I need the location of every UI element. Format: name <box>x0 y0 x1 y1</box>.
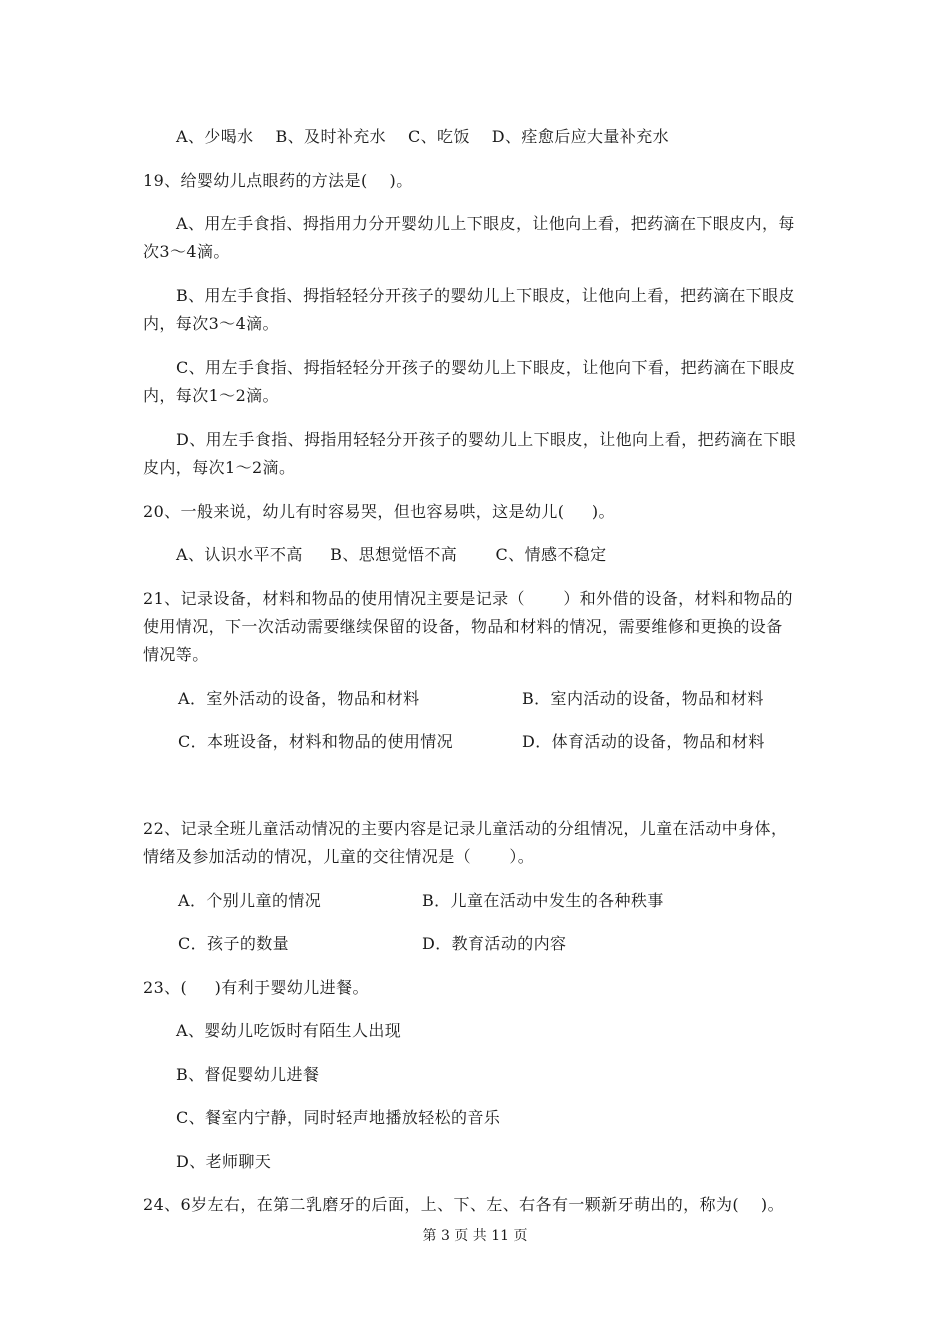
q21-stem-line2: 使用情况，下一次活动需要继续保留的设备，物品和材料的情况，需要维修和更换的设备 <box>143 617 783 636</box>
q19-option-b-line1: B、用左手食指、拇指轻轻分开孩子的婴幼儿上下眼皮，让他向上看，把药滴在下眼皮 <box>176 286 795 305</box>
q24-stem: 24、6岁左右，在第二乳磨牙的后面，上、下、左、右各有一颗新牙萌出的，称为( )。 <box>143 1195 784 1214</box>
q22-option-c: C．孩子的数量 <box>178 934 290 953</box>
q19-stem: 19、给婴幼儿点眼药的方法是( )。 <box>143 171 413 190</box>
q19-option-d-line2: 皮内，每次1～2滴。 <box>143 458 296 477</box>
q21-option-b: B．室内活动的设备，物品和材料 <box>522 689 764 708</box>
q21-option-c: C．本班设备，材料和物品的使用情况 <box>178 732 454 751</box>
q20-stem: 20、一般来说，幼儿有时容易哭，但也容易哄，这是幼儿( )。 <box>143 502 615 521</box>
q19-option-c-line2: 内，每次1～2滴。 <box>143 386 279 405</box>
q22-option-d: D．教育活动的内容 <box>422 934 567 953</box>
q23-option-c: C、餐室内宁静，同时轻声地播放轻松的音乐 <box>176 1108 501 1127</box>
q19-option-b-line2: 内，每次3～4滴。 <box>143 314 279 333</box>
q23-option-d: D、老师聊天 <box>176 1152 272 1171</box>
q19-option-c-line1: C、用左手食指、拇指轻轻分开孩子的婴幼儿上下眼皮，让他向下看，把药滴在下眼皮 <box>176 358 796 377</box>
q19-option-a-line2: 次3～4滴。 <box>143 242 230 261</box>
q21-stem-line1: 21、记录设备，材料和物品的使用情况主要是记录（ ）和外借的设备，材料和物品的 <box>143 589 793 608</box>
q23-option-b: B、督促婴幼儿进餐 <box>176 1065 320 1084</box>
q21-stem-line3: 情况等。 <box>143 645 209 664</box>
page-footer: 第 3 页 共 11 页 <box>422 1228 528 1244</box>
q22-option-a: A．个别儿童的情况 <box>178 891 322 910</box>
q22-option-b: B．儿童在活动中发生的各种秩事 <box>422 891 664 910</box>
q21-option-d: D．体育活动的设备，物品和材料 <box>522 732 765 751</box>
q19-option-d-line1: D、用左手食指、拇指用轻轻分开孩子的婴幼儿上下眼皮，让他向上看，把药滴在下眼 <box>176 430 797 449</box>
q18-options: A、少喝水 B、及时补充水 C、吃饭 D、痊愈后应大量补充水 <box>176 127 670 146</box>
q19-option-a-line1: A、用左手食指、拇指用力分开婴幼儿上下眼皮，让他向上看，把药滴在下眼皮内，每 <box>176 214 795 233</box>
q22-stem-line2: 情绪及参加活动的情况，儿童的交往情况是（ ）。 <box>143 847 535 866</box>
q23-stem: 23、( )有利于婴幼儿进餐。 <box>143 978 369 997</box>
q21-option-a: A．室外活动的设备，物品和材料 <box>178 689 420 708</box>
q20-options: A、认识水平不高 B、思想觉悟不高 C、情感不稳定 <box>176 545 607 564</box>
q22-stem-line1: 22、记录全班儿童活动情况的主要内容是记录儿童活动的分组情况，儿童在活动中身体， <box>143 819 788 838</box>
q23-option-a: A、婴幼儿吃饭时有陌生人出现 <box>176 1021 402 1040</box>
